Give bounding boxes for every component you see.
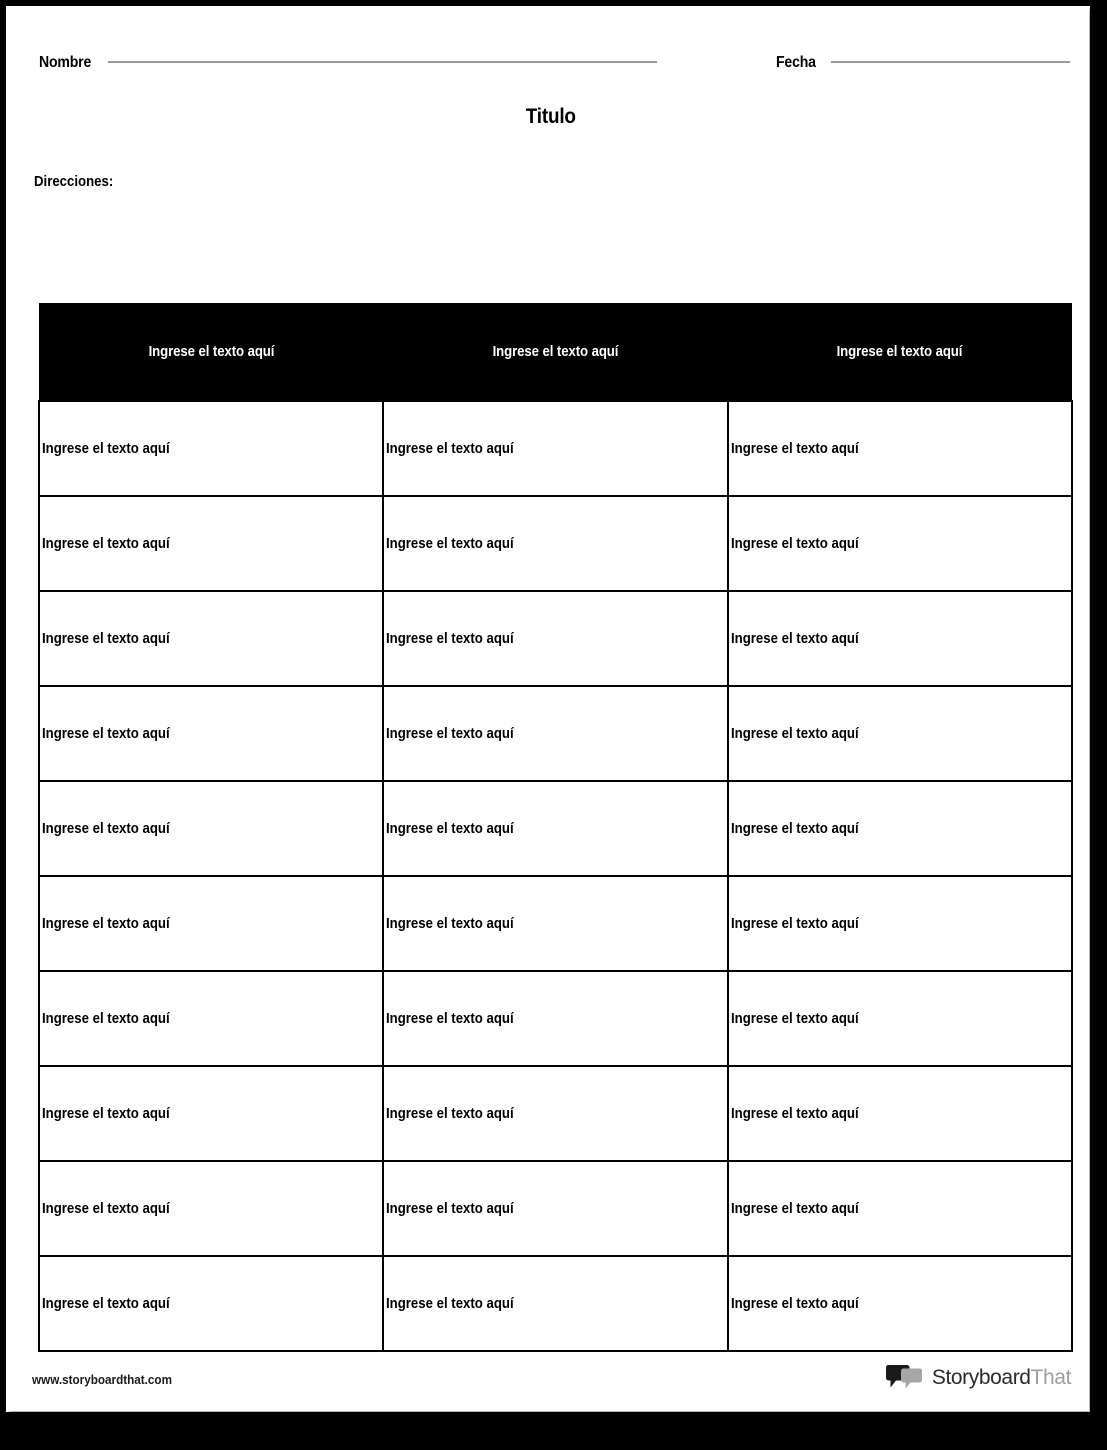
table-cell-text: Ingrese el texto aquí — [730, 725, 859, 742]
table-cell-text: Ingrese el texto aquí — [730, 535, 859, 552]
table-cell-text: Ingrese el texto aquí — [42, 725, 170, 742]
table-cell[interactable] — [39, 1066, 383, 1161]
table-cell[interactable] — [39, 781, 383, 876]
table-cell-text: Ingrese el texto aquí — [730, 440, 859, 457]
table-cell[interactable] — [728, 781, 1072, 876]
table-cell-text: Ingrese el texto aquí — [386, 630, 514, 647]
speech-bubbles-icon — [886, 1363, 924, 1393]
table-cell-text: Ingrese el texto aquí — [42, 440, 170, 457]
table-header-cell-1[interactable] — [39, 303, 383, 401]
table-cell[interactable] — [728, 686, 1072, 781]
table-cell-text: Ingrese el texto aquí — [42, 1105, 170, 1122]
date-writing-line[interactable] — [831, 61, 1070, 63]
table-cell[interactable] — [383, 401, 727, 496]
table-cell-text: Ingrese el texto aquí — [42, 1010, 170, 1027]
worksheet-sheet — [12, 12, 1089, 1411]
table-cell-text: Ingrese el texto aquí — [42, 915, 170, 932]
table-cell[interactable] — [39, 591, 383, 686]
table-cell-text: Ingrese el texto aquí — [386, 1010, 514, 1027]
date-label: Fecha — [776, 54, 816, 71]
table-cell[interactable] — [383, 686, 727, 781]
table-row — [39, 876, 1072, 971]
directions-label-text: Direcciones: — [34, 173, 114, 190]
table-cell-text: Ingrese el texto aquí — [42, 1295, 170, 1312]
meta-row — [12, 54, 1089, 84]
site-url[interactable] — [32, 1372, 188, 1387]
table-cell[interactable] — [39, 971, 383, 1066]
table-row — [39, 401, 1072, 496]
table-row — [39, 591, 1072, 686]
table-cell[interactable] — [383, 591, 727, 686]
table-cell[interactable] — [728, 401, 1072, 496]
name-writing-line[interactable] — [108, 61, 657, 63]
page-border — [6, 6, 1090, 1412]
table-row — [39, 686, 1072, 781]
table-cell[interactable] — [728, 591, 1072, 686]
site-url-text: www.storyboardthat.com — [32, 1372, 172, 1387]
table-cell[interactable] — [728, 971, 1072, 1066]
brand-logo[interactable] — [886, 1363, 1071, 1393]
table-row — [39, 1256, 1072, 1351]
table-cell-text: Ingrese el texto aquí — [730, 820, 859, 837]
table-cell[interactable] — [383, 1256, 727, 1351]
table-cell[interactable] — [728, 1066, 1072, 1161]
table-cell[interactable] — [728, 1161, 1072, 1256]
page-footer — [12, 1353, 1089, 1397]
table-cell[interactable] — [39, 1161, 383, 1256]
name-label: Nombre — [39, 54, 92, 71]
directions-label[interactable] — [34, 173, 124, 190]
table-cell-text: Ingrese el texto aquí — [386, 1200, 514, 1217]
table-row — [39, 1066, 1072, 1161]
table-cell-text: Ingrese el texto aquí — [42, 630, 170, 647]
table-cell-text: Ingrese el texto aquí — [730, 1295, 859, 1312]
table-row — [39, 496, 1072, 591]
table-cell-text: Ingrese el texto aquí — [730, 630, 859, 647]
table-header-text-2: Ingrese el texto aquí — [492, 343, 619, 360]
table-cell-text: Ingrese el texto aquí — [386, 1105, 514, 1122]
page-title[interactable] — [12, 105, 1089, 129]
table-cell-text: Ingrese el texto aquí — [42, 1200, 170, 1217]
table-row — [39, 971, 1072, 1066]
page-title-text: Titulo — [525, 105, 576, 128]
table-cell-text: Ingrese el texto aquí — [386, 535, 514, 552]
table-cell[interactable] — [728, 1256, 1072, 1351]
brand-primary-text: Storyboard — [931, 1366, 1031, 1389]
date-field[interactable] — [776, 54, 1070, 72]
table-header-cell-2[interactable] — [383, 303, 727, 401]
table-cell[interactable] — [728, 496, 1072, 591]
table-cell[interactable] — [39, 401, 383, 496]
table-cell[interactable] — [39, 496, 383, 591]
table-cell[interactable] — [383, 496, 727, 591]
table-header-text-1: Ingrese el texto aquí — [148, 343, 275, 360]
table-body — [39, 401, 1072, 1351]
table-cell[interactable] — [383, 876, 727, 971]
table-row — [39, 781, 1072, 876]
table-cell-text: Ingrese el texto aquí — [730, 1105, 859, 1122]
table-row — [39, 1161, 1072, 1256]
table-cell[interactable] — [728, 876, 1072, 971]
table-cell[interactable] — [383, 1066, 727, 1161]
table-cell[interactable] — [39, 1256, 383, 1351]
table-cell[interactable] — [383, 781, 727, 876]
name-field[interactable] — [39, 54, 657, 72]
table-cell-text: Ingrese el texto aquí — [42, 820, 170, 837]
table-cell[interactable] — [383, 1161, 727, 1256]
table-cell-text: Ingrese el texto aquí — [386, 1295, 514, 1312]
table-cell-text: Ingrese el texto aquí — [386, 440, 514, 457]
table-cell-text: Ingrese el texto aquí — [42, 535, 170, 552]
table-header-cell-3[interactable] — [728, 303, 1072, 401]
table-cell-text: Ingrese el texto aquí — [730, 915, 859, 932]
table-header-text-3: Ingrese el texto aquí — [836, 343, 963, 360]
brand-wordmark — [932, 1366, 1071, 1390]
table-header-row — [39, 303, 1072, 401]
table-cell-text: Ingrese el texto aquí — [730, 1200, 859, 1217]
worksheet-table — [38, 303, 1073, 1352]
table-cell-text: Ingrese el texto aquí — [386, 820, 514, 837]
table-cell[interactable] — [39, 686, 383, 781]
table-cell[interactable] — [39, 876, 383, 971]
table-cell-text: Ingrese el texto aquí — [386, 915, 514, 932]
table-cell[interactable] — [383, 971, 727, 1066]
brand-secondary-text: That — [1030, 1366, 1071, 1389]
table-cell-text: Ingrese el texto aquí — [730, 1010, 859, 1027]
table-cell-text: Ingrese el texto aquí — [386, 725, 514, 742]
